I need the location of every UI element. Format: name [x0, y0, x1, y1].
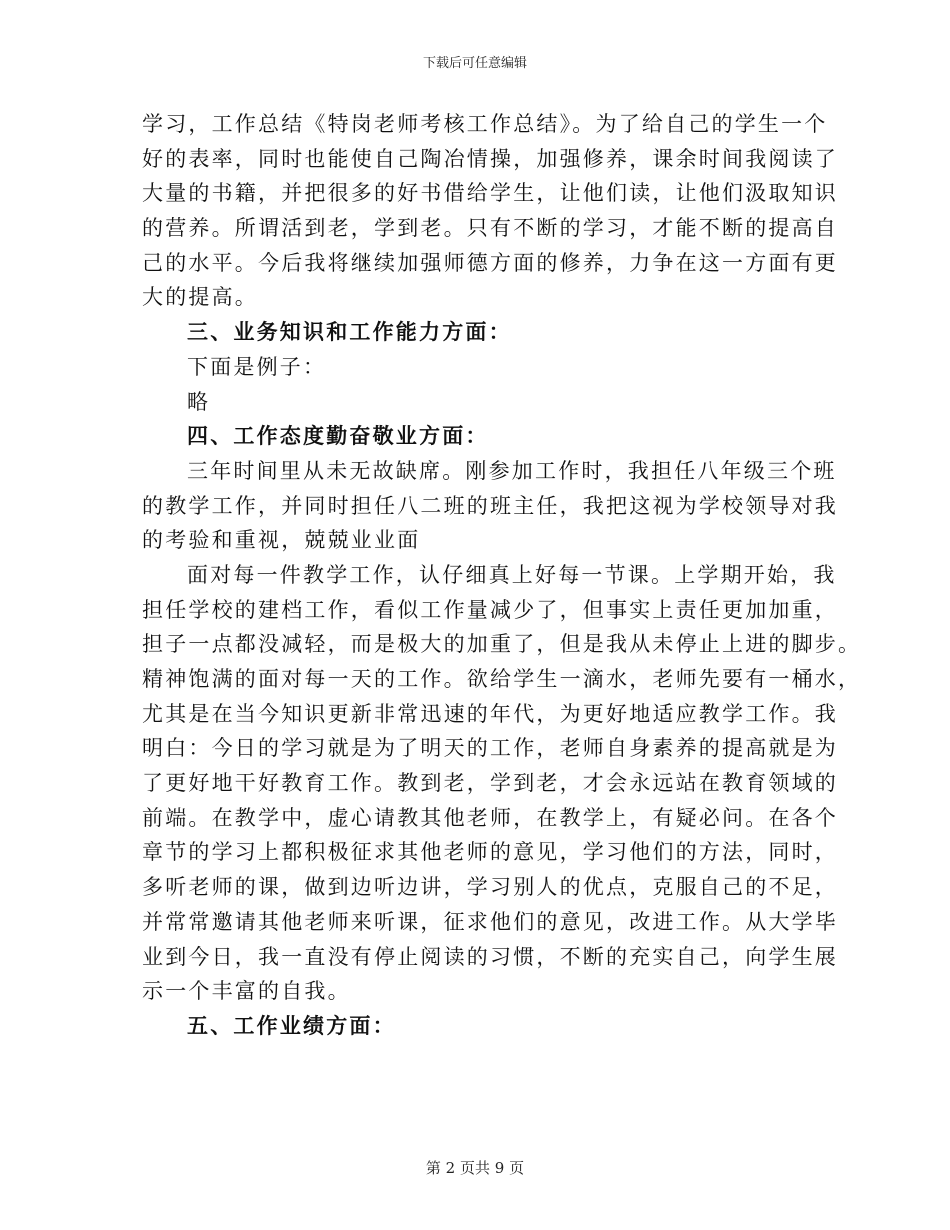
paragraph-line: 学习，工作总结《特岗老师考核工作总结》。为了给自己的学生一个: [142, 112, 828, 136]
paragraph-line: 担任学校的建档工作，看似工作量减少了，但事实上责任更加加重，: [142, 597, 838, 622]
paragraph-line: 的营养。所谓活到老，学到老。只有不断的学习，才能不断的提高自: [142, 216, 838, 241]
paragraph-line: 章节的学习上都积极征求其他老师的意见，学习他们的方法，同时，: [142, 840, 838, 865]
paragraph-line: 好的表率，同时也能使自己陶冶情操，加强修养，课余时间我阅读了: [142, 146, 838, 171]
section-heading: 五、工作业绩方面：: [187, 1012, 396, 1038]
section-heading: 三、业务知识和工作能力方面：: [187, 319, 512, 345]
paragraph-line: 并常常邀请其他老师来听课，征求他们的意见，改进工作。从大学毕: [142, 909, 838, 934]
paragraph-line: 业到今日，我一直没有停止阅读的习惯，不断的充实自己，向学生展: [142, 944, 838, 969]
section-heading: 四、工作态度勤奋敬业方面：: [187, 423, 489, 449]
page-header: 下载后可任意编辑: [422, 56, 527, 71]
paragraph-line: 前端。在教学中，虚心请教其他老师，在教学上，有疑必问。在各个: [142, 805, 838, 830]
paragraph-line: 的考验和重视，兢兢业业面: [142, 528, 421, 553]
document-body: [142, 107, 862, 1044]
paragraph-line: 示一个丰富的自我。: [142, 979, 351, 1004]
paragraph-line: 的教学工作，并同时担任八二班的班主任，我把这视为学校领导对我: [142, 493, 838, 518]
paragraph-line: 大的提高。: [142, 285, 258, 310]
paragraph-line: 尤其是在当今知识更新非常迅速的年代，为更好地适应教学工作。我: [142, 701, 838, 726]
paragraph-line: 明白：今日的学习就是为了明天的工作，老师自身素养的提高就是为: [142, 736, 838, 761]
paragraph-line: 多听老师的课，做到边听边讲，学习别人的优点，克服自己的不足，: [142, 875, 838, 900]
paragraph-line: 下面是例子：: [187, 354, 327, 379]
paragraph-line: 精神饱满的面对每一天的工作。欲给学生一滴水，老师先要有一桶水，: [142, 667, 862, 691]
page-footer: 第 2 页共 9 页: [425, 1159, 525, 1177]
paragraph-line: 了更好地干好教育工作。教到老，学到老，才会永远站在教育领域的: [142, 771, 838, 796]
paragraph-line: 大量的书籍，并把很多的好书借给学生，让他们读，让他们汲取知识: [142, 181, 838, 206]
paragraph-line: 己的水平。今后我将继续加强师德方面的修养，力争在这一方面有更: [142, 250, 838, 275]
paragraph-line: 面对每一件教学工作，认仔细真上好每一节课。上学期开始，我: [187, 562, 837, 587]
paragraph-line: 三年时间里从未无故缺席。刚参加工作时，我担任八年级三个班: [187, 458, 837, 483]
paragraph-line: 略: [187, 389, 211, 414]
paragraph-line: 担子一点都没减轻，而是极大的加重了，但是我从未停止上进的脚步。: [142, 632, 862, 657]
